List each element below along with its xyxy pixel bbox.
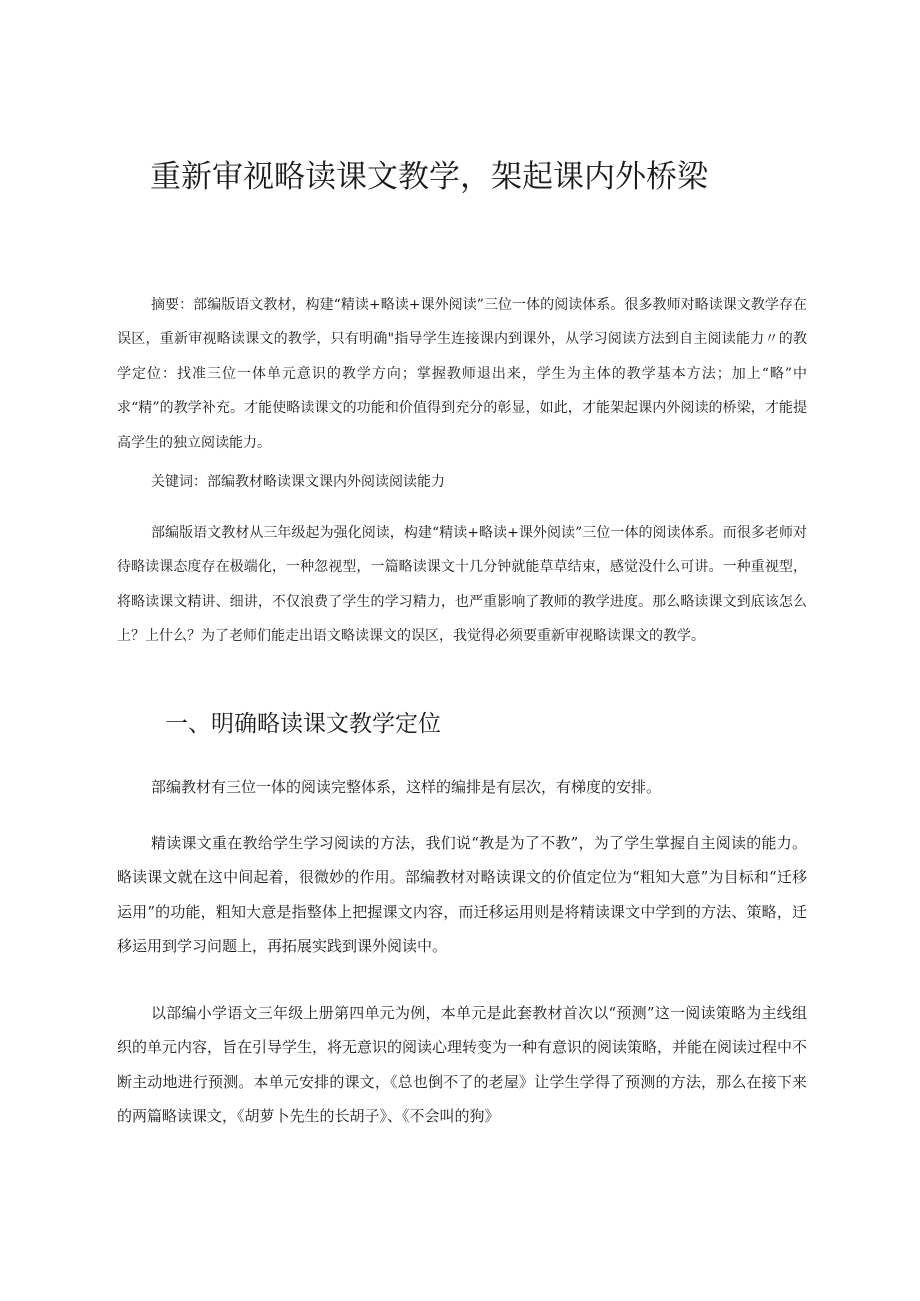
body-paragraph: 以部编小学语文三年级上册第四单元为例，本单元是此套教材首次以“预测”这一阅读策略为主线组织的单元内容，旨在引导学生，将无意识的阅读心理转变为一种有意识的阅读策略，并能在阅读过程中不断主动地进行预测。本单元安排的课文，《总也倒不了的老屋》让学生学得了预测的方法，那么在接下来的两篇略读课文，《胡萝卜先生的长胡子》、《不会叫的狗》 [117, 1004, 808, 1126]
section-heading: 一、明确略读课文教学定位 [165, 711, 441, 737]
document-title: 重新审视略读课文教学，架起课内外桥梁 [150, 159, 708, 195]
body-paragraph: 精读课文重在教给学生学习阅读的方法，我们说“教是为了不教”，为了学生掌握自主阅读的能力。略读课文就在这中间起着，很微妙的作用。部编教材对略读课文的价值定位为“粗知大意”为目标和“迁移运用”的功能，粗知大意是指整体上把握课文内容，而迁移运用则是将精读课文中学到的方法、策略，迁移运用到学习问题上，再拓展实践到课外阅读中。 [117, 834, 807, 956]
keywords-line: 关键词：部编教材略读课文课内外阅读阅读能力 [151, 474, 445, 490]
abstract-paragraph: 摘要：部编版语文教材，构建“精读+略读+课外阅读”三位一体的阅读体系。很多教师对略读课文教学存在误区，重新审视略读课文的教学，只有明确"指导学生连接课内到课外，从学习阅读方法到自主阅读能力〃的教学定位：找准三位一体单元意识的教学方向；掌握教师退出来，学生为主体的教学基本方法；加上“略”中求“精”的教学补充。才能使略读课文的功能和价值得到充分的彰显，如此，才能架起课内外阅读的桥梁，才能提高学生的独立阅读能力。 [117, 297, 807, 451]
body-paragraph: 部编教材有三位一体的阅读完整体系，这样的编排是有层次，有梯度的安排。 [151, 778, 662, 796]
body-paragraph: 部编版语文教材从三年级起为强化阅读，构建“精读+略读+课外阅读”三位一体的阅读体系。而很多老师对待略读课态度存在极端化，一种忽视型，一篇略读课文十几分钟就能草草结束，感觉没什么可讲。一种重视型，将略读课文精讲、细讲，不仅浪费了学生的学习精力，也严重影响了教师的教学进度。那么略读课文到底该怎么上？上什么？为了老师们能走出语文略读课文的误区，我觉得必须要重新审视略读课文的教学。 [117, 525, 807, 645]
